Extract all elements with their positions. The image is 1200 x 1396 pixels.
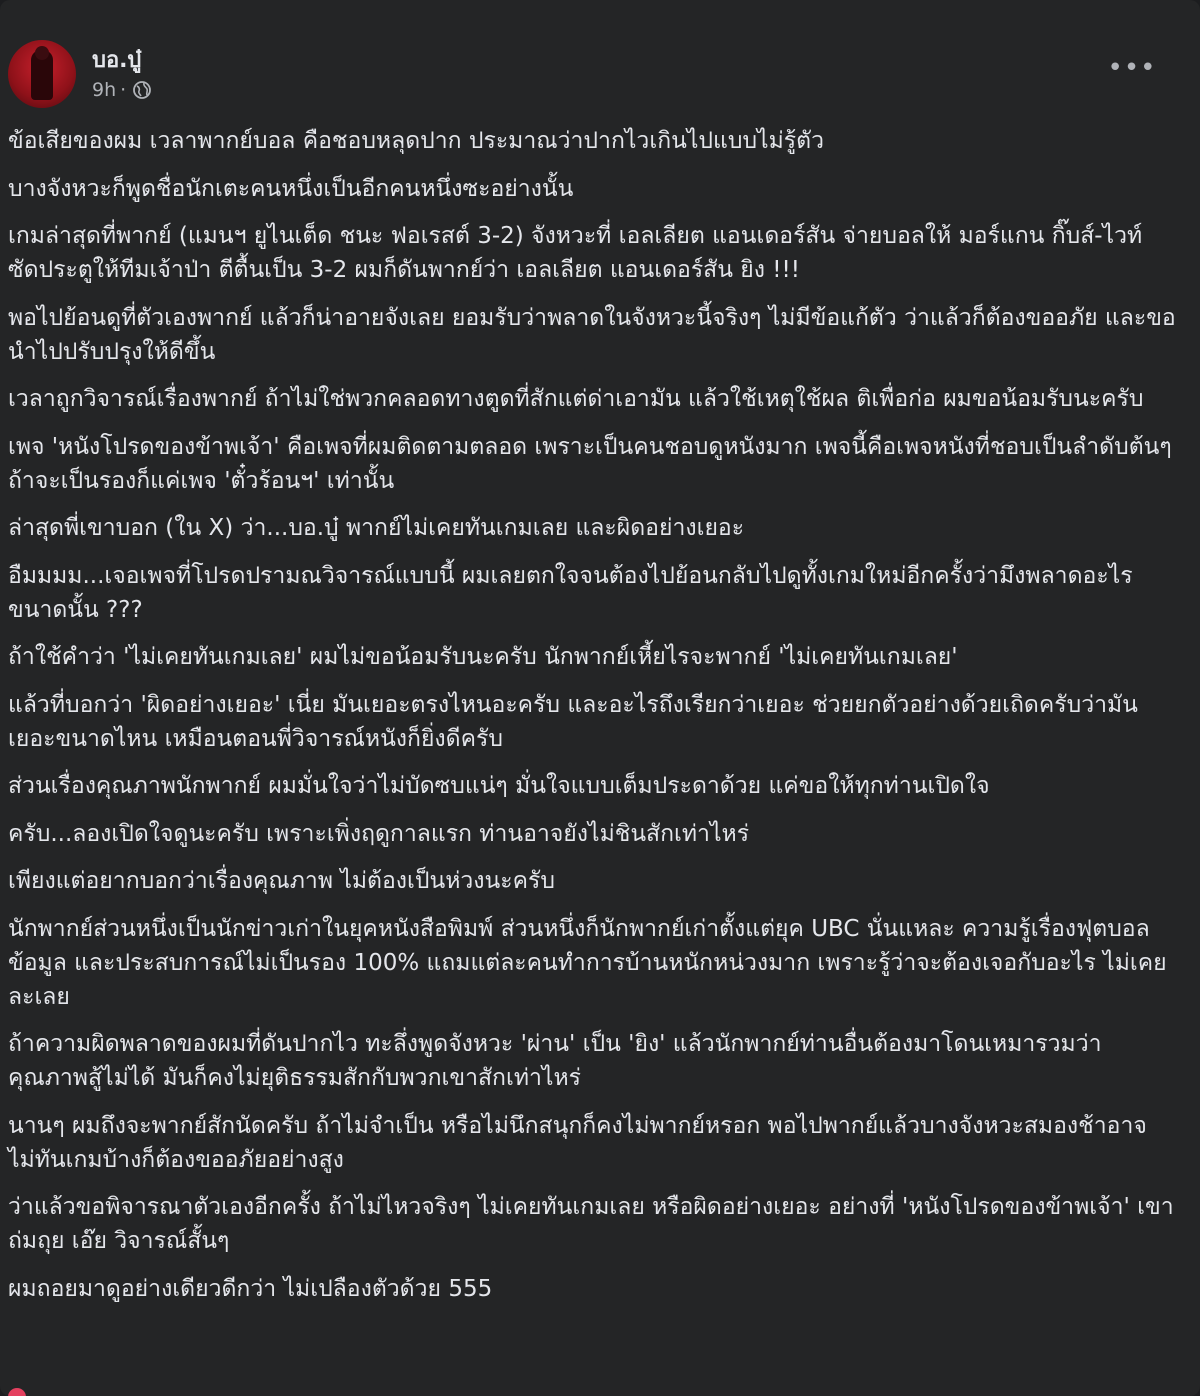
post-paragraph: ว่าแล้วขอพิจารณาตัวเองอีกครั้ง ถ้าไม่ไหวจริงๆ ไม่เคยทันเกมเลย หรือผิดอย่างเยอะ อย่างที่ 'หนังโปรดของข้าพเจ้า' เขาถ่มถุย เอ๊ย วิจารณ์สั้นๆ: [8, 1194, 1174, 1254]
post-paragraph: นักพากย์ส่วนหนึ่งเป็นนักข่าวเก่าในยุคหนังสือพิมพ์ ส่วนหนึ่งก็นักพากย์เก่าตั้งแต่ยุค UBC นั่นแหละ ความรู้เรื่องฟุตบอล ข้อมูล และประสบการณ์ไม่เป็นรอง 100% แถมแต่ละคนทำการบ้านหนักหน่วงมาก เพราะรู้ว่าจะต้องเจอกับอะไร ไม่เคยละเลย: [8, 915, 1167, 1010]
post-paragraph: แล้วที่บอกว่า 'ผิดอย่างเยอะ' เนี่ย มันเยอะตรงไหนอะครับ และอะไรถึงเรียกว่าเยอะ ช่วยยกตัวอย่างด้วยเถิดครับว่ามันเยอะขนาดไหน เหมือนตอนพี่วิจารณ์หนังก็ยิ่งดีครับ: [8, 691, 1138, 752]
post-paragraph: เพจ 'หนังโปรดของข้าพเจ้า' คือเพจที่ผมติดตามตลอด เพราะเป็นคนชอบดูหนังมาก เพจนี้คือเพจหนังที่ชอบเป็นลำดับต้นๆ ถ้าจะเป็นรองก็แค่เพจ 'ตั๋วร้อนฯ' เท่านั้น: [8, 433, 1180, 494]
post-paragraph: ข้อเสียของผม เวลาพากย์บอล คือชอบหลุดปาก ประมาณว่าปากไวเกินไปแบบไม่รู้ตัว: [8, 128, 824, 154]
post-body: [8, 124, 1180, 1319]
post-paragraph: นานๆ ผมถึงจะพากย์สักนัดครับ ถ้าไม่จำเป็น หรือไม่นึกสนุกก็คงไม่พากย์หรอก พอไปพากย์แล้วบางจังหวะสมองช้าอาจไม่ทันเกมบ้างก็ต้องขออภัยอย่างสูง: [8, 1112, 1147, 1173]
post-paragraph: พอไปย้อนดูที่ตัวเองพากย์ แล้วก็น่าอายจังเลย ยอมรับว่าพลาดในจังหวะนี้จริงๆ ไม่มีข้อแก้ตัว ว่าแล้วก็ต้องขออภัย และขอนำไปปรับปรุงให้ดีขึ้น: [8, 304, 1176, 365]
more-options-icon: •••: [1107, 53, 1157, 83]
reactions-strip: [0, 1386, 1200, 1396]
post-paragraph: ถ้าความผิดพลาดของผมที่ดันปากไว ทะลึ่งพูดจังหวะ 'ผ่าน' เป็น 'ยิง' แล้วนักพากย์ท่านอื่นต้องมาโดนเหมารวมว่าคุณภาพสู้ไม่ได้ มันก็คงไม่ยุติธรรมสักกับพวกเขาสักเท่าไหร่: [8, 1031, 1102, 1091]
post-paragraph: บางจังหวะก็พูดชื่อนักเตะคนหนึ่งเป็นอีกคนหนึ่งซะอย่างนั้น: [8, 175, 574, 202]
author-name[interactable]: บอ.บู๋: [92, 48, 142, 73]
post-paragraph: ล่าสุดพี่เขาบอก (ใน X) ว่า...บอ.บู๋ พากย์ไม่เคยทันเกมเลย และผิดอย่างเยอะ: [8, 515, 745, 541]
post-paragraph: อืมมมม...เจอเพจที่โปรดปรามณวิจารณ์แบบนี้ ผมเลยตกใจจนต้องไปย้อนกลับไปดูทั้งเกมใหม่อีกครั้งว่ามึงพลาดอะไรขนาดนั้น ???: [8, 562, 1133, 623]
meta-separator: ·: [120, 79, 127, 101]
more-options-button[interactable]: [1107, 48, 1157, 88]
post-meta: [92, 78, 152, 102]
post-timestamp[interactable]: 9h: [92, 79, 117, 101]
post-paragraph: ถ้าใช้คำว่า 'ไม่เคยทันเกมเลย' ผมไม่ขอน้อมรับนะครับ นักพากย์เหี้ยไรจะพากย์ 'ไม่เคยทันเกมเลย': [8, 644, 958, 670]
post-paragraph: ครับ...ลองเปิดใจดูนะครับ เพราะเพิ่งฤดูกาลแรก ท่านอาจยังไม่ชินสักเท่าไหร่: [8, 820, 750, 847]
post-paragraph: เพียงแต่อยากบอกว่าเรื่องคุณภาพ ไม่ต้องเป็นห่วงนะครับ: [8, 868, 555, 894]
post-paragraph: เวลาถูกวิจารณ์เรื่องพากย์ ถ้าไม่ใช่พวกคลอดทางตูดที่สักแต่ด่าเอามัน แล้วใช้เหตุใช้ผล ติเพื่อก่อ ผมขอน้อมรับนะครับ: [8, 386, 1144, 412]
globe-icon: [132, 80, 152, 100]
post-paragraph: ส่วนเรื่องคุณภาพนักพากย์ ผมมั่นใจว่าไม่บัดซบแน่ๆ มั่นใจแบบเต็มประดาด้วย แค่ขอให้ทุกท่านเปิดใจ: [8, 773, 990, 799]
reaction-icon[interactable]: [8, 1388, 26, 1396]
post-header: [8, 40, 1192, 112]
author-avatar[interactable]: [8, 40, 76, 108]
post-paragraph: ผมถอยมาดูอย่างเดียวดีกว่า ไม่เปลืองตัวด้วย 555: [8, 1275, 493, 1302]
avatar-head: [35, 46, 49, 60]
post-paragraph: เกมล่าสุดที่พากย์ (แมนฯ ยูไนเต็ด ชนะ ฟอเรสต์ 3-2) จังหวะที่ เอลเลียต แอนเดอร์สัน จ่ายบอลให้ มอร์แกน กิ๊บส์-ไวท์ ซัดประตูให้ทีมเจ้าป่า ตีตื้นเป็น 3-2 ผมก็ดันพากย์ว่า เอลเลียต แอนเดอร์สัน ยิง !!!: [8, 223, 1150, 283]
